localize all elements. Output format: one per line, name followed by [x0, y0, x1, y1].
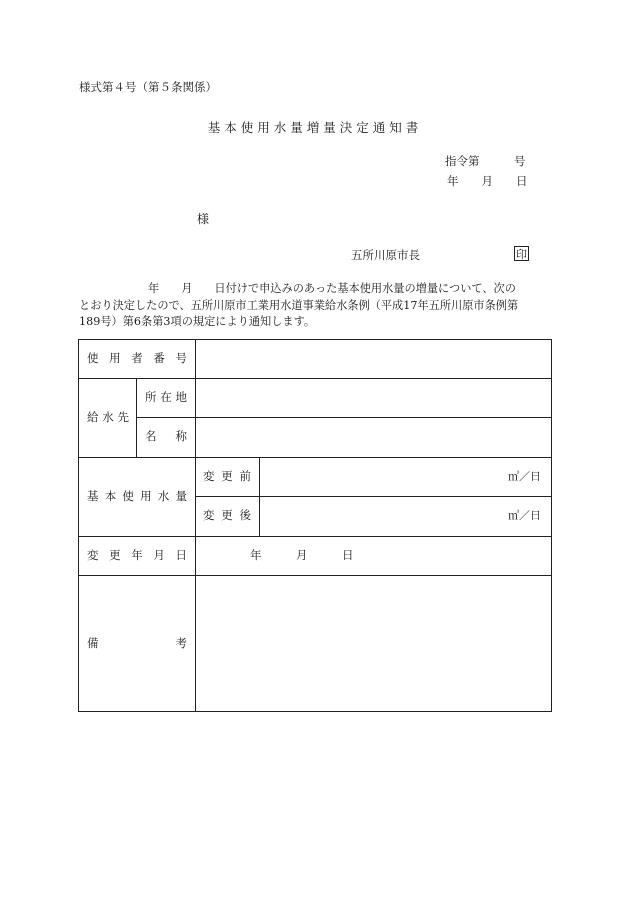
body-line1: 日付けで申込みのあった基本使用水量の増量について、次の: [214, 282, 516, 295]
notice-body: [79, 281, 551, 331]
body-year: 年: [148, 282, 160, 295]
notice-table: [78, 339, 552, 712]
issue-date: 年 月 日: [447, 174, 528, 188]
remarks-field[interactable]: [196, 576, 551, 711]
seal-mark: 印: [516, 248, 527, 261]
document-title: 基本使用水量増量決定通知書: [207, 120, 423, 135]
user-number-field[interactable]: [196, 340, 551, 378]
body-line3: 189号）第6条第3項の規定により通知します。: [79, 315, 316, 328]
before-change-label: 変 更 前: [203, 469, 251, 483]
after-unit: ㎥／日: [508, 509, 541, 522]
body-month: 月: [181, 282, 193, 295]
location-label: 所 在 地: [145, 390, 187, 404]
user-number-label: 使 用 者 番 号: [87, 351, 187, 365]
after-change-label: 変 更 後: [203, 508, 251, 522]
reference-number: 指令第 号: [445, 154, 526, 168]
body-line2: とおり決定したので、五所川原市工業用水道事業給水条例（平成17年五所川原市条例第: [79, 298, 519, 312]
name-field[interactable]: [196, 418, 551, 457]
location-field[interactable]: [196, 379, 551, 417]
change-date-value[interactable]: 年 月 日: [250, 548, 354, 562]
name-label: 名 称: [145, 429, 187, 443]
form-number-label: 様式第４号（第５条関係）: [79, 80, 217, 94]
change-date-label: 変 更 年 月 日: [87, 548, 187, 562]
supply-destination-label: 給 水 先: [87, 410, 129, 424]
addressee-honorific: 様: [197, 212, 210, 226]
issuer-name: 五所川原市長: [351, 248, 420, 262]
before-unit: ㎥／日: [508, 470, 541, 483]
remarks-label: 備 考: [87, 636, 187, 650]
basic-usage-label: 基 本 使 用 水 量: [87, 489, 187, 503]
